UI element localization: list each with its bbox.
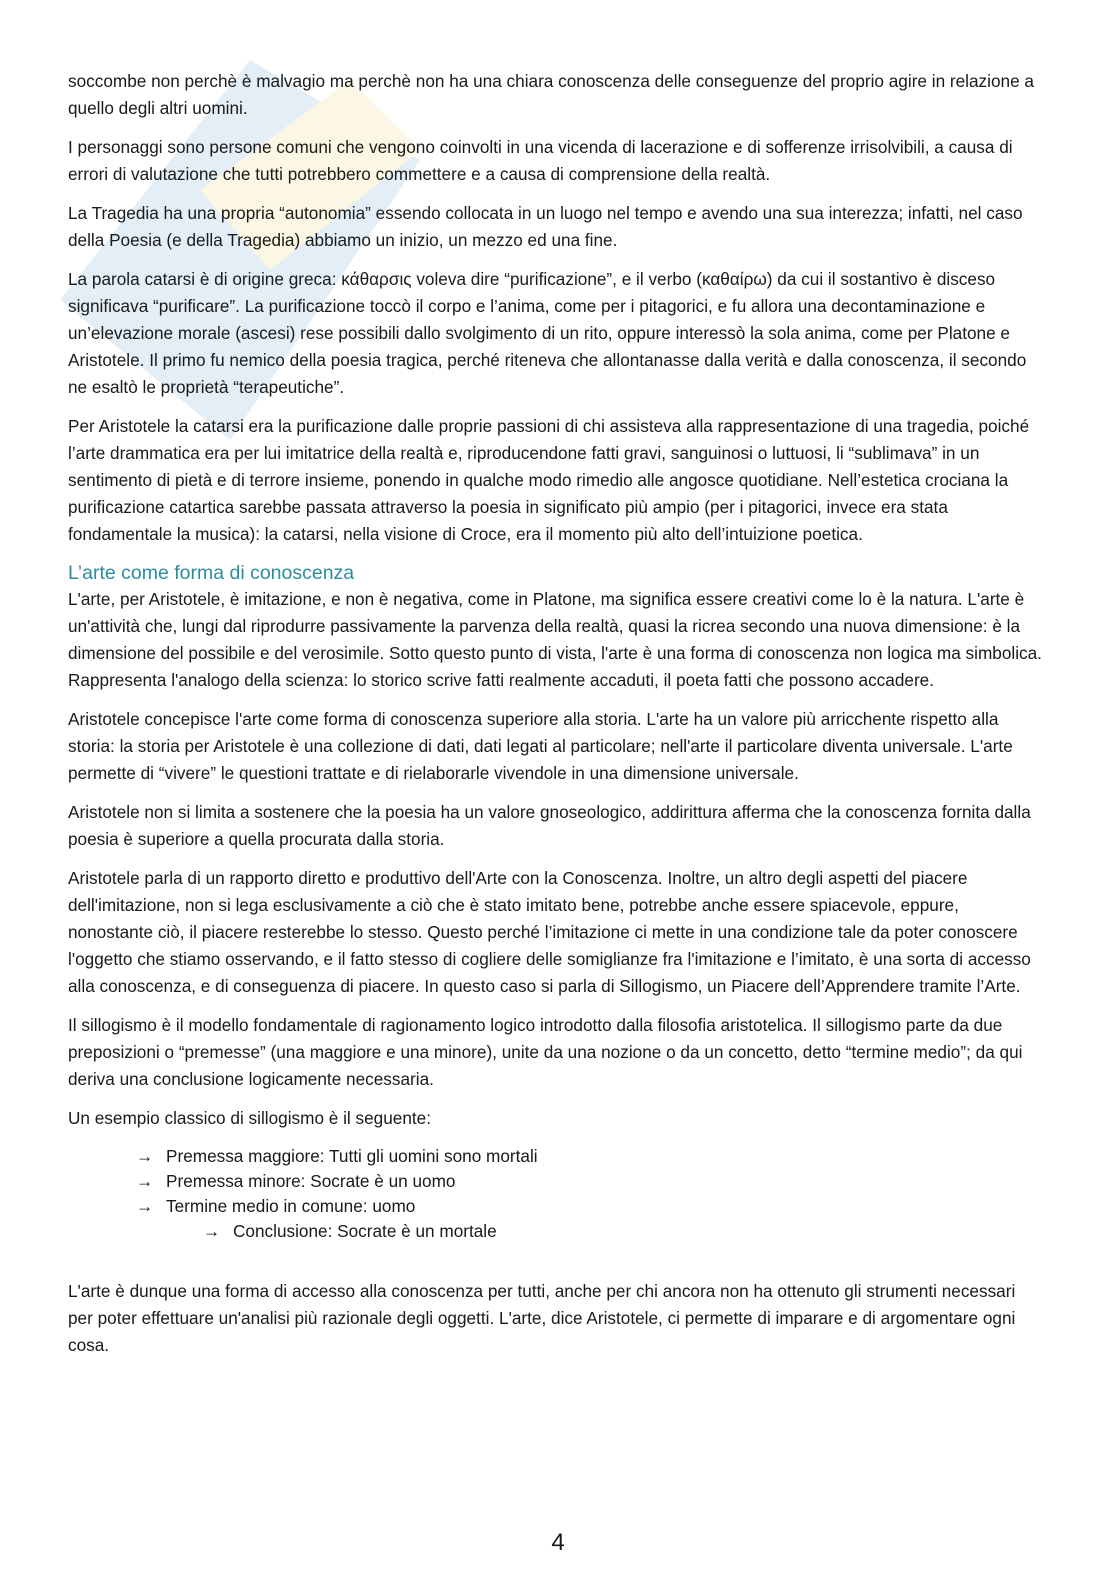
section-heading: L’arte come forma di conoscenza <box>68 562 355 584</box>
list-item-text: Conclusione: Socrate è un mortale <box>233 1221 497 1241</box>
paragraph: La parola catarsi è di origine greca: κάθαρσις voleva dire “purificazione”, e il verbo (καθαίρω) da cui il sostantivo è disceso significava “purificare”. La purificazione toccò il corpo e l’anima, come per i pitagorici, e fu allora una decontaminazione e un’elevazione morale (ascesi) rese possibili dallo svolgimento di un rito, oppure interessò la sola anima, come per Platone e Aristotele. Il primo fu nemico della poesia tragica, perché riteneva che allontanasse dalla verità e dalla conoscenza, il secondo ne esaltò le proprietà “terapeutiche”. <box>68 269 1027 397</box>
arrow-icon: → <box>203 1221 221 1241</box>
syllogism-list <box>68 1144 1043 1244</box>
page-number: 4 <box>551 1529 565 1556</box>
list-item-text: Termine medio in comune: uomo <box>166 1196 416 1216</box>
paragraph: Aristotele parla di un rapporto diretto e produttivo dell'Arte con la Conoscenza. Inoltre, un altro degli aspetti del piacere dell'imitazione, non si lega esclusivamente a ciò che è stato imitato bene, potrebbe anche essere spiacevole, eppure, nonostante ciò, il piacere resterebbe lo stesso. Questo perché l’imitazione ci mette in una condizione tale da poter conoscere l'oggetto che stiamo osservando, e il fatto stesso di cogliere delle somiglianze fra l'imitazione e l’imitato, è una sorta di accesso alla conoscenza, e di conseguenza di piacere. In questo caso si parla di Sillogismo, un Piacere dell’Apprendere tramite l’Arte. <box>68 868 1031 996</box>
paragraph: Aristotele concepisce l'arte come forma di conoscenza superiore alla storia. L'arte ha un valore più arricchente rispetto alla storia: la storia per Aristotele è una collezione di dati, dati legati al particolare; nell'arte il particolare diventa universale. L'arte permette di “vivere” le questioni trattate e di rielaborarle vivendole in una dimensione universale. <box>68 709 1013 783</box>
list-item <box>68 1194 1043 1219</box>
arrow-icon: → <box>136 1171 154 1191</box>
closing-paragraph: L'arte è dunque una forma di accesso alla conoscenza per tutti, anche per chi ancora non ha ottenuto gli strumenti necessari per poter effettuare un'analisi più razionale degli oggetti. L'arte, dice Aristotele, ci permette di imparare e di argomentare ogni cosa. <box>68 1281 1016 1355</box>
paragraph: L'arte, per Aristotele, è imitazione, e non è negativa, come in Platone, ma significa essere creativi come lo è la natura. L'arte è un'attività che, lungi dal riprodurre passivamente la parvenza della realtà, quasi la ricrea secondo una nuova dimensione: è la dimensione del possibile e del verosimile. Sotto questo punto di vista, l'arte è una forma di conoscenza non logica ma simbolica. Rappresenta l'analogo della scienza: lo storico scrive fatti realmente accaduti, il poeta fatti che possono accadere. <box>68 589 1042 690</box>
arrow-icon: → <box>136 1146 154 1166</box>
paragraph: La Tragedia ha una propria “autonomia” essendo collocata in un luogo nel tempo e avendo una sua interezza; infatti, nel caso della Poesia (e della Tragedia) abbiamo un inizio, un mezzo ed una fine. <box>68 203 1023 250</box>
spacer <box>68 1256 1043 1278</box>
paragraph: Aristotele non si limita a sostenere che la poesia ha un valore gnoseologico, addirittura afferma che la conoscenza fornita dalla poesia è superiore a quella procurata dalla storia. <box>68 802 1031 849</box>
paragraph: Per Aristotele la catarsi era la purificazione dalle proprie passioni di chi assisteva alla rappresentazione di una tragedia, poiché l’arte drammatica era per lui imitatrice della realtà e, riproducendone fatti gravi, sanguinosi o luttuosi, li “sublimava” in un sentimento di pietà e di terrore insieme, ponendo in qualche modo rimedio alle angosce quotidiane. Nell’estetica crociana la purificazione catartica sarebbe passata attraverso la poesia in significato più ampio (per i pitagorici, invece era stata fondamentale la musica): la catarsi, nella visione di Croce, era il momento più alto dell’intuizione poetica. <box>68 416 1030 544</box>
list-item <box>68 1219 1043 1244</box>
arrow-icon: → <box>136 1196 154 1216</box>
list-item-text: Premessa minore: Socrate è un uomo <box>166 1171 456 1191</box>
list-item-text: Premessa maggiore: Tutti gli uomini sono mortali <box>166 1146 538 1166</box>
paragraph: Un esempio classico di sillogismo è il seguente: <box>68 1108 432 1128</box>
list-item <box>68 1144 1043 1169</box>
paragraph: Il sillogismo è il modello fondamentale di ragionamento logico introdotto dalla filosofia aristotelica. Il sillogismo parte da due preposizioni o “premesse” (una maggiore e una minore), unite da una nozione o da un concetto, detto “termine medio”; da qui deriva una conclusione logicamente necessaria. <box>68 1015 1023 1089</box>
list-item <box>68 1169 1043 1194</box>
paragraph: I personaggi sono persone comuni che vengono coinvolti in una vicenda di lacerazione e di sofferenze irrisolvibili, a causa di errori di valutazione che tutti potrebbero commettere e a causa di comprensione della realtà. <box>68 137 1013 184</box>
document-body <box>68 68 1043 1371</box>
paragraph: soccombe non perchè è malvagio ma perchè non ha una chiara conoscenza delle conseguenze del proprio agire in relazione a quello degli altri uomini. <box>68 71 1034 118</box>
